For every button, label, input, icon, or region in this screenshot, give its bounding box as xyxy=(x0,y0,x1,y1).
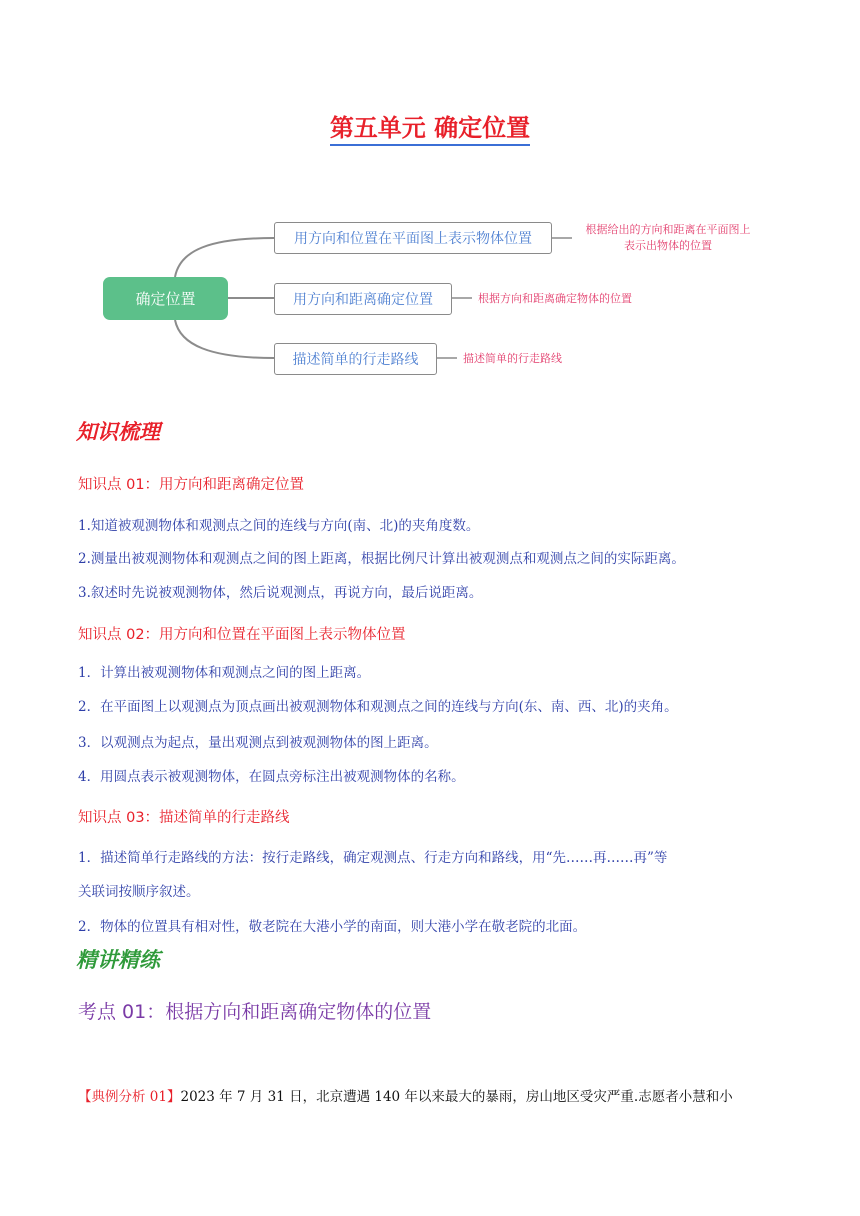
knowledge-item: 1.知道被观测物体和观测点之间的连线与方向(南、北)的夹角度数。 xyxy=(78,518,480,534)
connector-branch-1 xyxy=(175,238,274,277)
mindmap-connectors xyxy=(0,0,860,400)
knowledge-point-title: 知识点 02：用方向和位置在平面图上表示物体位置 xyxy=(78,627,406,643)
knowledge-point-title: 知识点 01：用方向和距离确定位置 xyxy=(78,477,305,493)
knowledge-point-title: 知识点 03：描述简单的行走路线 xyxy=(78,810,290,826)
mindmap-branch-2: 用方向和距离确定位置 xyxy=(274,283,452,315)
mindmap-note-1 xyxy=(578,222,758,254)
mindmap-note-1-line1: 根据给出的方向和距离在平面图上 xyxy=(585,223,751,236)
mindmap-branch-1: 用方向和位置在平面图上表示物体位置 xyxy=(274,222,552,254)
page-title-text: 第五单元 确定位置 xyxy=(330,108,530,146)
knowledge-item: 3.叙述时先说被观测物体，然后说观测点，再说方向，最后说距离。 xyxy=(78,585,483,601)
section-header-knowledge: 知识梳理 xyxy=(76,419,160,444)
knowledge-item: 2．在平面图上以观测点为顶点画出被观测物体和观测点之间的连线与方向(东、南、西、北)的夹角。 xyxy=(78,699,678,715)
mindmap-note-1-line2: 表示出物体的位置 xyxy=(624,239,712,252)
knowledge-item: 1．描述简单行走路线的方法：按行走路线，确定观测点、行走方向和路线，用“先……再……再”等 xyxy=(78,850,668,866)
mindmap-note-3: 描述简单的行走路线 xyxy=(463,352,562,365)
exam-point-title: 考点 01：根据方向和距离确定物体的位置 xyxy=(78,1001,432,1023)
knowledge-item: 4．用圆点表示被观测物体，在圆点旁标注出被观测物体的名称。 xyxy=(78,769,465,785)
example-text: 2023 年 7 月 31 日，北京遭遇 140 年以来最大的暴雨，房山地区受灾严重.志愿者小慧和小 xyxy=(180,1089,733,1105)
connector-branch-3 xyxy=(175,320,274,358)
knowledge-item: 关联词按顺序叙述。 xyxy=(78,884,200,900)
mindmap-root: 确定位置 xyxy=(103,277,228,320)
knowledge-item: 2．物体的位置具有相对性，敬老院在大港小学的南面，则大港小学在敬老院的北面。 xyxy=(78,919,587,935)
mindmap-branch-3: 描述简单的行走路线 xyxy=(274,343,437,375)
example-tag: 【典例分析 01】 xyxy=(78,1089,181,1105)
knowledge-item: 1．计算出被观测物体和观测点之间的图上距离。 xyxy=(78,665,371,681)
knowledge-item: 3．以观测点为起点，量出观测点到被观测物体的图上距离。 xyxy=(78,735,438,751)
knowledge-item: 2.测量出被观测物体和观测点之间的图上距离，根据比例尺计算出被观测点和观测点之间的实际距离。 xyxy=(78,551,685,567)
section-header-practice: 精讲精练 xyxy=(76,947,160,972)
mindmap-note-2: 根据方向和距离确定物体的位置 xyxy=(478,292,632,305)
example-paragraph xyxy=(78,1085,733,1105)
